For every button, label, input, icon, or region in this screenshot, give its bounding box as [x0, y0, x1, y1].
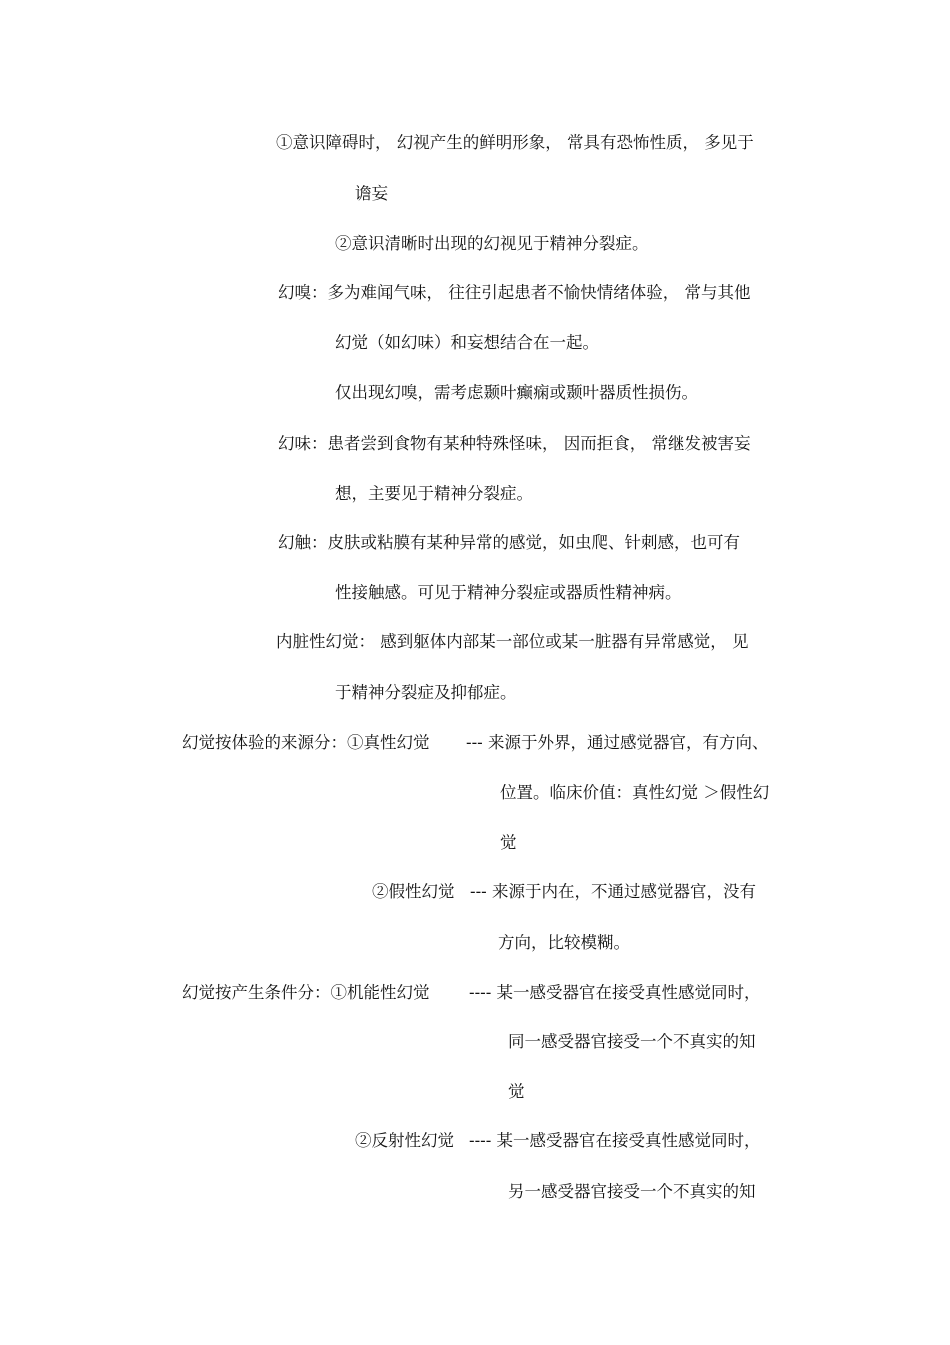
text-line: 方向，比较模糊。 — [498, 933, 630, 952]
text-line: ①意识障碍时， 幻视产生的鲜明形象， 常具有恐怖性质， 多见于 — [276, 133, 754, 152]
text-line: 幻嗅：多为难闻气味， 往往引起患者不愉快情绪体验， 常与其他 — [278, 283, 751, 302]
text-line: 位置。临床价值：真性幻觉 ＞假性幻 — [500, 783, 770, 802]
text-line: 谵妄 — [355, 184, 388, 203]
text-line: 幻觉按产生条件分：①机能性幻觉 — [182, 983, 430, 1002]
text-line: 内脏性幻觉： 感到躯体内部某一部位或某一脏器有异常感觉， 见 — [276, 632, 749, 651]
text-line: ---- 某一感受器官在接受真性感觉同时， — [469, 1131, 761, 1150]
text-line: --- 来源于内在，不通过感觉器官，没有 — [470, 882, 756, 901]
text-line: 觉 — [500, 833, 517, 852]
text-line: 幻触：皮肤或粘膜有某种异常的感觉，如虫爬、针刺感，也可有 — [278, 533, 740, 552]
text-line: 觉 — [508, 1082, 525, 1101]
text-line: ---- 某一感受器官在接受真性感觉同时， — [469, 983, 761, 1002]
text-line: 仅出现幻嗅，需考虑颞叶癫痫或颞叶器质性损伤。 — [335, 383, 698, 402]
text-line: ②假性幻觉 — [372, 882, 455, 901]
text-line: --- 来源于外界，通过感觉器官，有方向、 — [466, 733, 769, 752]
text-line: 想，主要见于精神分裂症。 — [335, 484, 533, 503]
text-line: 性接触感。可见于精神分裂症或器质性精神病。 — [335, 583, 682, 602]
text-line: 同一感受器官接受一个不真实的知 — [508, 1032, 756, 1051]
text-line: ②反射性幻觉 — [355, 1131, 454, 1150]
text-line: 幻味：患者尝到食物有某种特殊怪味， 因而拒食， 常继发被害妄 — [278, 434, 751, 453]
text-line: 另一感受器官接受一个不真实的知 — [508, 1182, 756, 1201]
text-line: ②意识清晰时出现的幻视见于精神分裂症。 — [335, 234, 649, 253]
text-line: 幻觉按体验的来源分：①真性幻觉 — [182, 733, 430, 752]
text-line: 幻觉（如幻味）和妄想结合在一起。 — [335, 333, 599, 352]
text-line: 于精神分裂症及抑郁症。 — [335, 683, 517, 702]
